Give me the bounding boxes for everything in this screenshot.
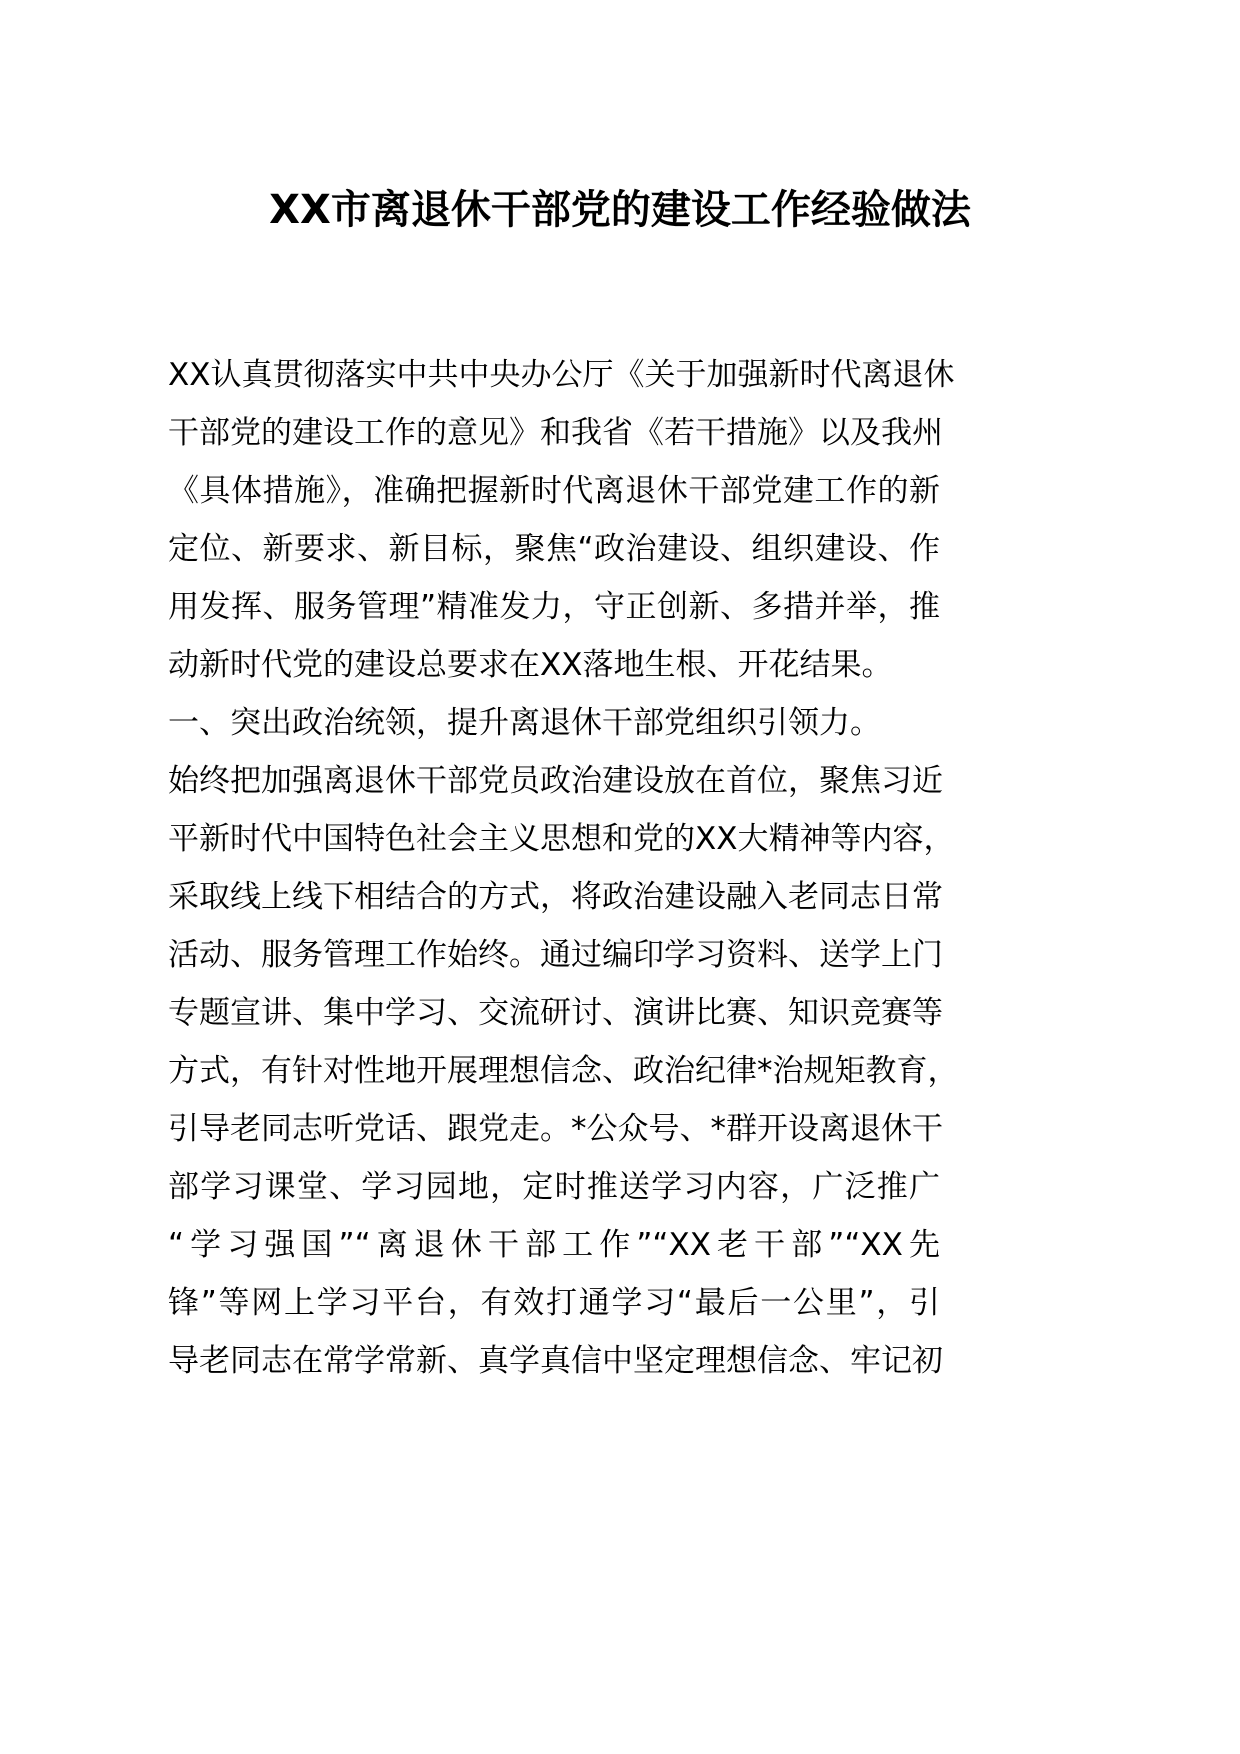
text-line: 定位、新要求、新目标，聚焦“政治建设、组织建设、作 [168,531,940,567]
text-line: 采取线上线下相结合的方式，将政治建设融入老同志日常 [168,879,943,915]
text-line: 引导老同志听党话、跟党走。*公众号、*群开设离退休干 [168,1111,943,1147]
text-line: XX认真贯彻落实中共中央办公厅《关于加强新时代离退休 [168,357,955,393]
text-line: “学习强国”“离退休干部工作”“XX老干部”“XX先 [168,1227,940,1263]
text-line: 《具体措施》，准确把握新时代离退休干部党建工作的新 [168,473,940,509]
text-line: 用发挥、服务管理”精准发力，守正创新、多措并举，推 [168,589,940,625]
text-line: 方式，有针对性地开展理想信念、政治纪律*治规矩教育， [168,1053,959,1089]
text-line: 导老同志在常学常新、真学真信中坚定理想信念、牢记初 [168,1343,943,1379]
text-line: 动新时代党的建设总要求在XX落地生根、开花结果。 [168,647,893,683]
text-line: 部学习课堂、学习园地，定时推送学习内容，广泛推广 [168,1169,940,1205]
text-line: 活动、服务管理工作始终。通过编印学习资料、送学上门 [168,937,943,973]
text-line: 干部党的建设工作的意见》和我省《若干措施》以及我州 [168,415,943,451]
text-line: 一、突出政治统领，提升离退休干部党组织引领力。 [168,705,881,741]
document-body [168,346,959,1390]
text-line: 专题宣讲、集中学习、交流研讨、演讲比赛、知识竞赛等 [168,995,943,1031]
text-line: 平新时代中国特色社会主义思想和党的XX大精神等内容， [168,821,955,857]
text-line: 锋”等网上学习平台，有效打通学习“最后一公里”，引 [168,1285,940,1321]
document-title: XX市离退休干部党的建设工作经验做法 [269,187,971,233]
text-line: 始终把加强离退休干部党员政治建设放在首位，聚焦习近 [168,763,943,799]
